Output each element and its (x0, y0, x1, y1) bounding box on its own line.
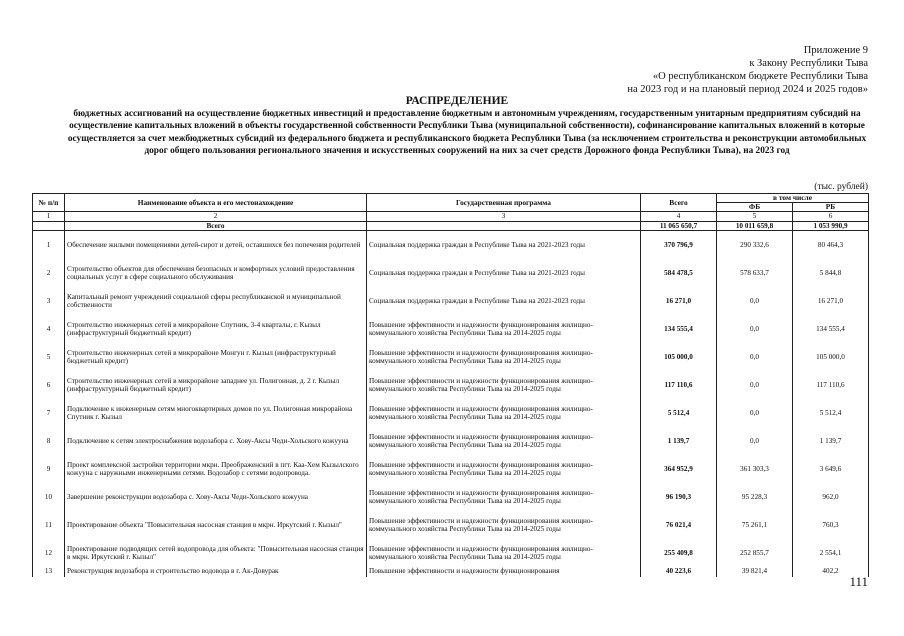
row-total: 370 796,9 (641, 230, 717, 259)
table-row (33, 371, 869, 399)
appendix-line: «О республиканском бюджете Республики Тыва (652, 71, 868, 82)
object-name: Проектирование объекта "Повысительная насосная станция в мкрн. Иркутский г. Кызыл" (65, 511, 367, 539)
object-name: Строительство инженерных сетей в микрорайоне Спутник, 3-4 кварталы, г. Кызыл (инфраструктурный бюджетный кредит) (65, 315, 367, 343)
document-subheading: бюджетных ассигнований на осуществление бюджетных инвестиций и предоставление бюджетным и автономным учреждениям, государственным унитарным предприятиям субсидий на осуществление капитальных вложений в объекты государственной собственности Республики Тыва (муниципальной собственности), софинансирование капитальных вложений в которые осуществляется за счет межбюджетных субсидий из федерального бюджета и республиканского бюджета Республики Тыва (за исключением строительства и реконструкции автомобильных дорог общего пользования регионального значения и искусственных сооружений на них за счет средств Дорожного фонда Республики Тыва), на 2023 год (67, 109, 867, 157)
program-name: Социальная поддержка граждан в Республике Тыва на 2021-2023 годы (367, 230, 641, 259)
row-rb: 402,2 (793, 567, 869, 577)
column-number: 6 (793, 212, 869, 221)
table-row (33, 427, 869, 455)
object-name: Подключение к инженерным сетям многоквартирных домов по ул. Полигонная микрорайона Спутник г. Кызыл (65, 399, 367, 427)
row-total: 105 000,0 (641, 343, 717, 371)
header-num: № п/п (33, 194, 65, 212)
object-name: Реконструкция водозабора и строительство водовода в г. Ак-Довурак (65, 567, 367, 577)
row-rb: 5 844,8 (793, 259, 869, 287)
row-number: 1 (33, 230, 65, 259)
row-total: 584 478,5 (641, 259, 717, 287)
row-fb: 0,0 (717, 371, 793, 399)
row-fb: 361 303,3 (717, 455, 793, 483)
row-number: 5 (33, 343, 65, 371)
header-rb: РБ (793, 203, 869, 212)
row-fb: 75 261,1 (717, 511, 793, 539)
row-fb: 0,0 (717, 287, 793, 315)
row-fb: 0,0 (717, 343, 793, 371)
row-total: 117 110,6 (641, 371, 717, 399)
program-name: Повышение эффективности и надежности функционирования (367, 567, 641, 577)
total-label: Всего (65, 221, 367, 230)
appendix-line: на 2023 год и на плановый период 2024 и 2025 годов» (627, 84, 868, 95)
row-rb: 16 271,0 (793, 287, 869, 315)
row-rb: 5 512,4 (793, 399, 869, 427)
object-name: Обеспечение жилыми помещениями детей-сирот и детей, оставшихся без попечения родителей (65, 230, 367, 259)
row-fb: 0,0 (717, 427, 793, 455)
total-rb-value: 1 053 990,9 (793, 221, 869, 230)
row-rb: 2 554,1 (793, 539, 869, 567)
program-name: Повышение эффективности и надежности функционирования жилищно-коммунального хозяйства Республики Тыва на 2014-2025 годы (367, 371, 641, 399)
row-fb: 578 633,7 (717, 259, 793, 287)
document-heading: РАСПРЕДЕЛЕНИЕ (405, 95, 509, 107)
program-name: Социальная поддержка граждан в Республике Тыва на 2021-2023 годы (367, 259, 641, 287)
row-number: 8 (33, 427, 65, 455)
row-number: 13 (33, 567, 65, 577)
program-name: Повышение эффективности и надежности функционирования жилищно-коммунального хозяйства Республики Тыва на 2014-2025 годы (367, 511, 641, 539)
row-fb: 39 821,4 (717, 567, 793, 577)
row-total: 1 139,7 (641, 427, 717, 455)
object-name: Завершение реконструкции водозабора с. Хову-Аксы Чеди-Хольского кожууна (65, 483, 367, 511)
table-row (33, 315, 869, 343)
row-total: 134 555,4 (641, 315, 717, 343)
total-fb-value: 10 011 659,8 (717, 221, 793, 230)
program-name: Повышение эффективности и надежности функционирования жилищно-коммунального хозяйства Республики Тыва на 2014-2025 годы (367, 539, 641, 567)
column-number: 2 (65, 212, 367, 221)
total-value: 11 065 650,7 (641, 221, 717, 230)
column-number: 5 (717, 212, 793, 221)
object-name: Подключение к сетям электроснабжения водозабора с. Хову-Аксы Чеди-Хольского кожууна (65, 427, 367, 455)
allocation-table (32, 193, 869, 577)
row-rb: 1 139,7 (793, 427, 869, 455)
row-total: 76 021,4 (641, 511, 717, 539)
row-number: 2 (33, 259, 65, 287)
row-rb: 962,0 (793, 483, 869, 511)
row-number: 12 (33, 539, 65, 567)
program-name: Социальная поддержка граждан в Республике Тыва на 2021-2023 годы (367, 287, 641, 315)
row-fb: 290 332,6 (717, 230, 793, 259)
row-total: 40 223,6 (641, 567, 717, 577)
program-name: Повышение эффективности и надежности функционирования жилищно-коммунального хозяйства Республики Тыва на 2014-2025 годы (367, 427, 641, 455)
header-name: Наименование объекта и его местонахождение (65, 194, 367, 212)
program-name: Повышение эффективности и надежности функционирования жилищно-коммунального хозяйства Республики Тыва на 2014-2025 годы (367, 455, 641, 483)
program-name: Повышение эффективности и надежности функционирования жилищно-коммунального хозяйства Республики Тыва на 2014-2025 годы (367, 343, 641, 371)
object-name: Капитальный ремонт учреждений социальной сферы республиканской и муниципальной собственности (65, 287, 367, 315)
object-name: Строительство инженерных сетей в микрорайоне западнее ул. Полигонная, д. 2 г. Кызыл (инфраструктурный бюджетный кредит) (65, 371, 367, 399)
total-empty-cell (367, 221, 641, 230)
row-rb: 105 000,0 (793, 343, 869, 371)
table-row (33, 483, 869, 511)
row-rb: 3 649,6 (793, 455, 869, 483)
row-total: 255 409,8 (641, 539, 717, 567)
units-label: (тыс. рублей) (814, 182, 868, 192)
header-total: Всего (641, 194, 717, 212)
header-fb: ФБ (717, 203, 793, 212)
total-row (33, 221, 869, 230)
table-row (33, 511, 869, 539)
appendix-line: к Закону Республики Тыва (749, 58, 868, 69)
row-fb: 95 228,3 (717, 483, 793, 511)
table-row (33, 399, 869, 427)
row-rb: 760,3 (793, 511, 869, 539)
row-fb: 252 855,7 (717, 539, 793, 567)
table-row (33, 455, 869, 483)
page-number: 111 (849, 574, 868, 589)
row-fb: 0,0 (717, 315, 793, 343)
row-fb: 0,0 (717, 399, 793, 427)
row-number: 6 (33, 371, 65, 399)
column-number: 1 (33, 212, 65, 221)
table-row (33, 343, 869, 371)
row-number: 10 (33, 483, 65, 511)
row-total: 96 190,3 (641, 483, 717, 511)
program-name: Повышение эффективности и надежности функционирования жилищно-коммунального хозяйства Республики Тыва на 2014-2025 годы (367, 483, 641, 511)
object-name: Проектирование подводящих сетей водопровода для объекта: "Повысительная насосная станция в мкрн. Иркутский г. Кызыл" (65, 539, 367, 567)
appendix-line: Приложение 9 (803, 45, 868, 56)
row-rb: 117 110,6 (793, 371, 869, 399)
program-name: Повышение эффективности и надежности функционирования жилищно-коммунального хозяйства Республики Тыва на 2014-2025 годы (367, 315, 641, 343)
header-including: в том числе (717, 194, 869, 203)
object-name: Проект комплексной застройки территории мкрн. Преображенский в пгт. Каа-Хем Кызылского кожууна с наружными инженерными сетями. Водозабор с сетями водопровода. (65, 455, 367, 483)
row-rb: 134 555,4 (793, 315, 869, 343)
total-empty-cell (33, 221, 65, 230)
table-row (33, 259, 869, 287)
row-number: 4 (33, 315, 65, 343)
header-program: Государственная программа (367, 194, 641, 212)
program-name: Повышение эффективности и надежности функционирования жилищно-коммунального хозяйства Республики Тыва на 2014-2025 годы (367, 399, 641, 427)
object-name: Строительство объектов для обеспечения безопасных и комфортных условий предоставления социальных услуг в сфере социального обслуживания (65, 259, 367, 287)
table-row (33, 230, 869, 259)
column-number: 4 (641, 212, 717, 221)
row-total: 16 271,0 (641, 287, 717, 315)
row-number: 9 (33, 455, 65, 483)
table-row (33, 287, 869, 315)
row-number: 11 (33, 511, 65, 539)
column-numbers-row (33, 212, 869, 221)
row-total: 364 952,9 (641, 455, 717, 483)
row-number: 7 (33, 399, 65, 427)
appendix-note (468, 44, 868, 96)
row-total: 5 512,4 (641, 399, 717, 427)
table-row (33, 567, 869, 577)
row-rb: 80 464,3 (793, 230, 869, 259)
row-number: 3 (33, 287, 65, 315)
table-row (33, 539, 869, 567)
object-name: Строительство инженерных сетей в микрорайоне Монгун г. Кызыл (инфраструктурный бюджетный кредит) (65, 343, 367, 371)
column-number: 3 (367, 212, 641, 221)
